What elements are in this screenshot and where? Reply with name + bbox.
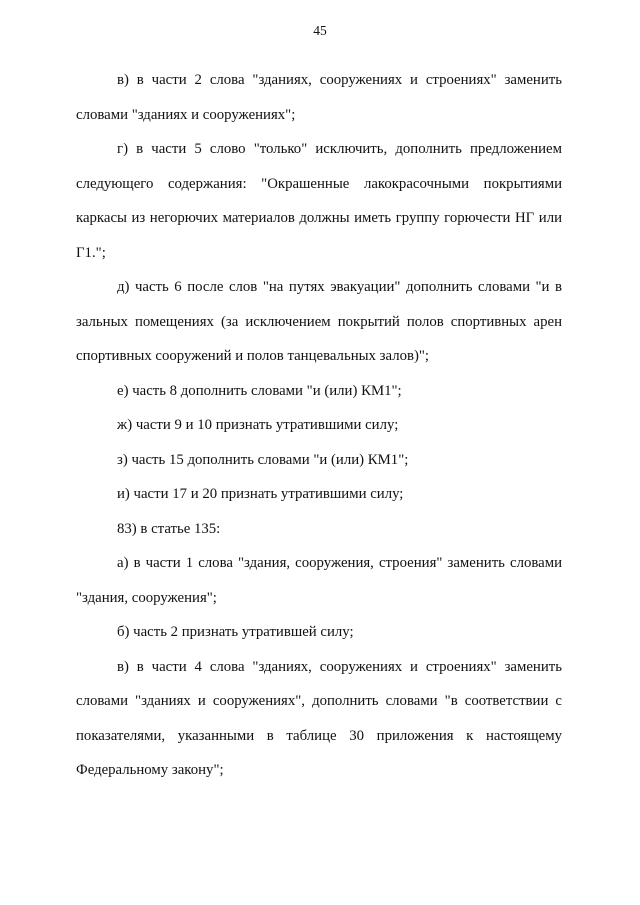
paragraph-e-part-8: е) часть 8 дополнить словами "и (или) КМ1"; (117, 382, 402, 399)
paragraph-v-part-2: в) в части 2 слова "зданиях, сооружениях и строениях" заменить словами "зданиях и сооружениях"; (76, 72, 562, 123)
paragraph-83-article-135: 83) в статье 135: (117, 520, 221, 537)
paragraph-g-part-5: г) в части 5 слово "только" исключить, дополнить предложением следующего содержания: "Окрашенные лакокрасочными покрытиями каркасы из негорючих материалов должны иметь группу горючести НГ или Г1."; (76, 141, 562, 261)
paragraph-z-part-15: з) часть 15 дополнить словами "и (или) КМ1"; (117, 451, 409, 468)
paragraph-b-part-2: б) часть 2 признать утратившей силу; (117, 624, 354, 640)
paragraph-a-part-1: а) в части 1 слова "здания, сооружения, строения" заменить словами "здания, сооружения"; (76, 555, 562, 606)
paragraph-d-part-6: д) часть 6 после слов "на путях эвакуации" дополнить словами "и в зальных помещениях (за исключением покрытий полов спортивных арен спортивных сооружений и полов танцевальных залов)"; (76, 279, 562, 364)
document-body (76, 63, 562, 788)
page-number: 45 (313, 23, 327, 38)
paragraph-zh-parts-9-10: ж) части 9 и 10 признать утратившими силу; (117, 417, 399, 433)
paragraph-i-parts-17-20: и) части 17 и 20 признать утратившими силу; (117, 486, 404, 502)
paragraph-v-part-4: в) в части 4 слова "зданиях, сооружениях и строениях" заменить словами "зданиях и сооружениях", дополнить словами "в соответствии с показателями, указанными в таблице 30 приложения к настоящему Федеральному закону"; (76, 658, 562, 778)
